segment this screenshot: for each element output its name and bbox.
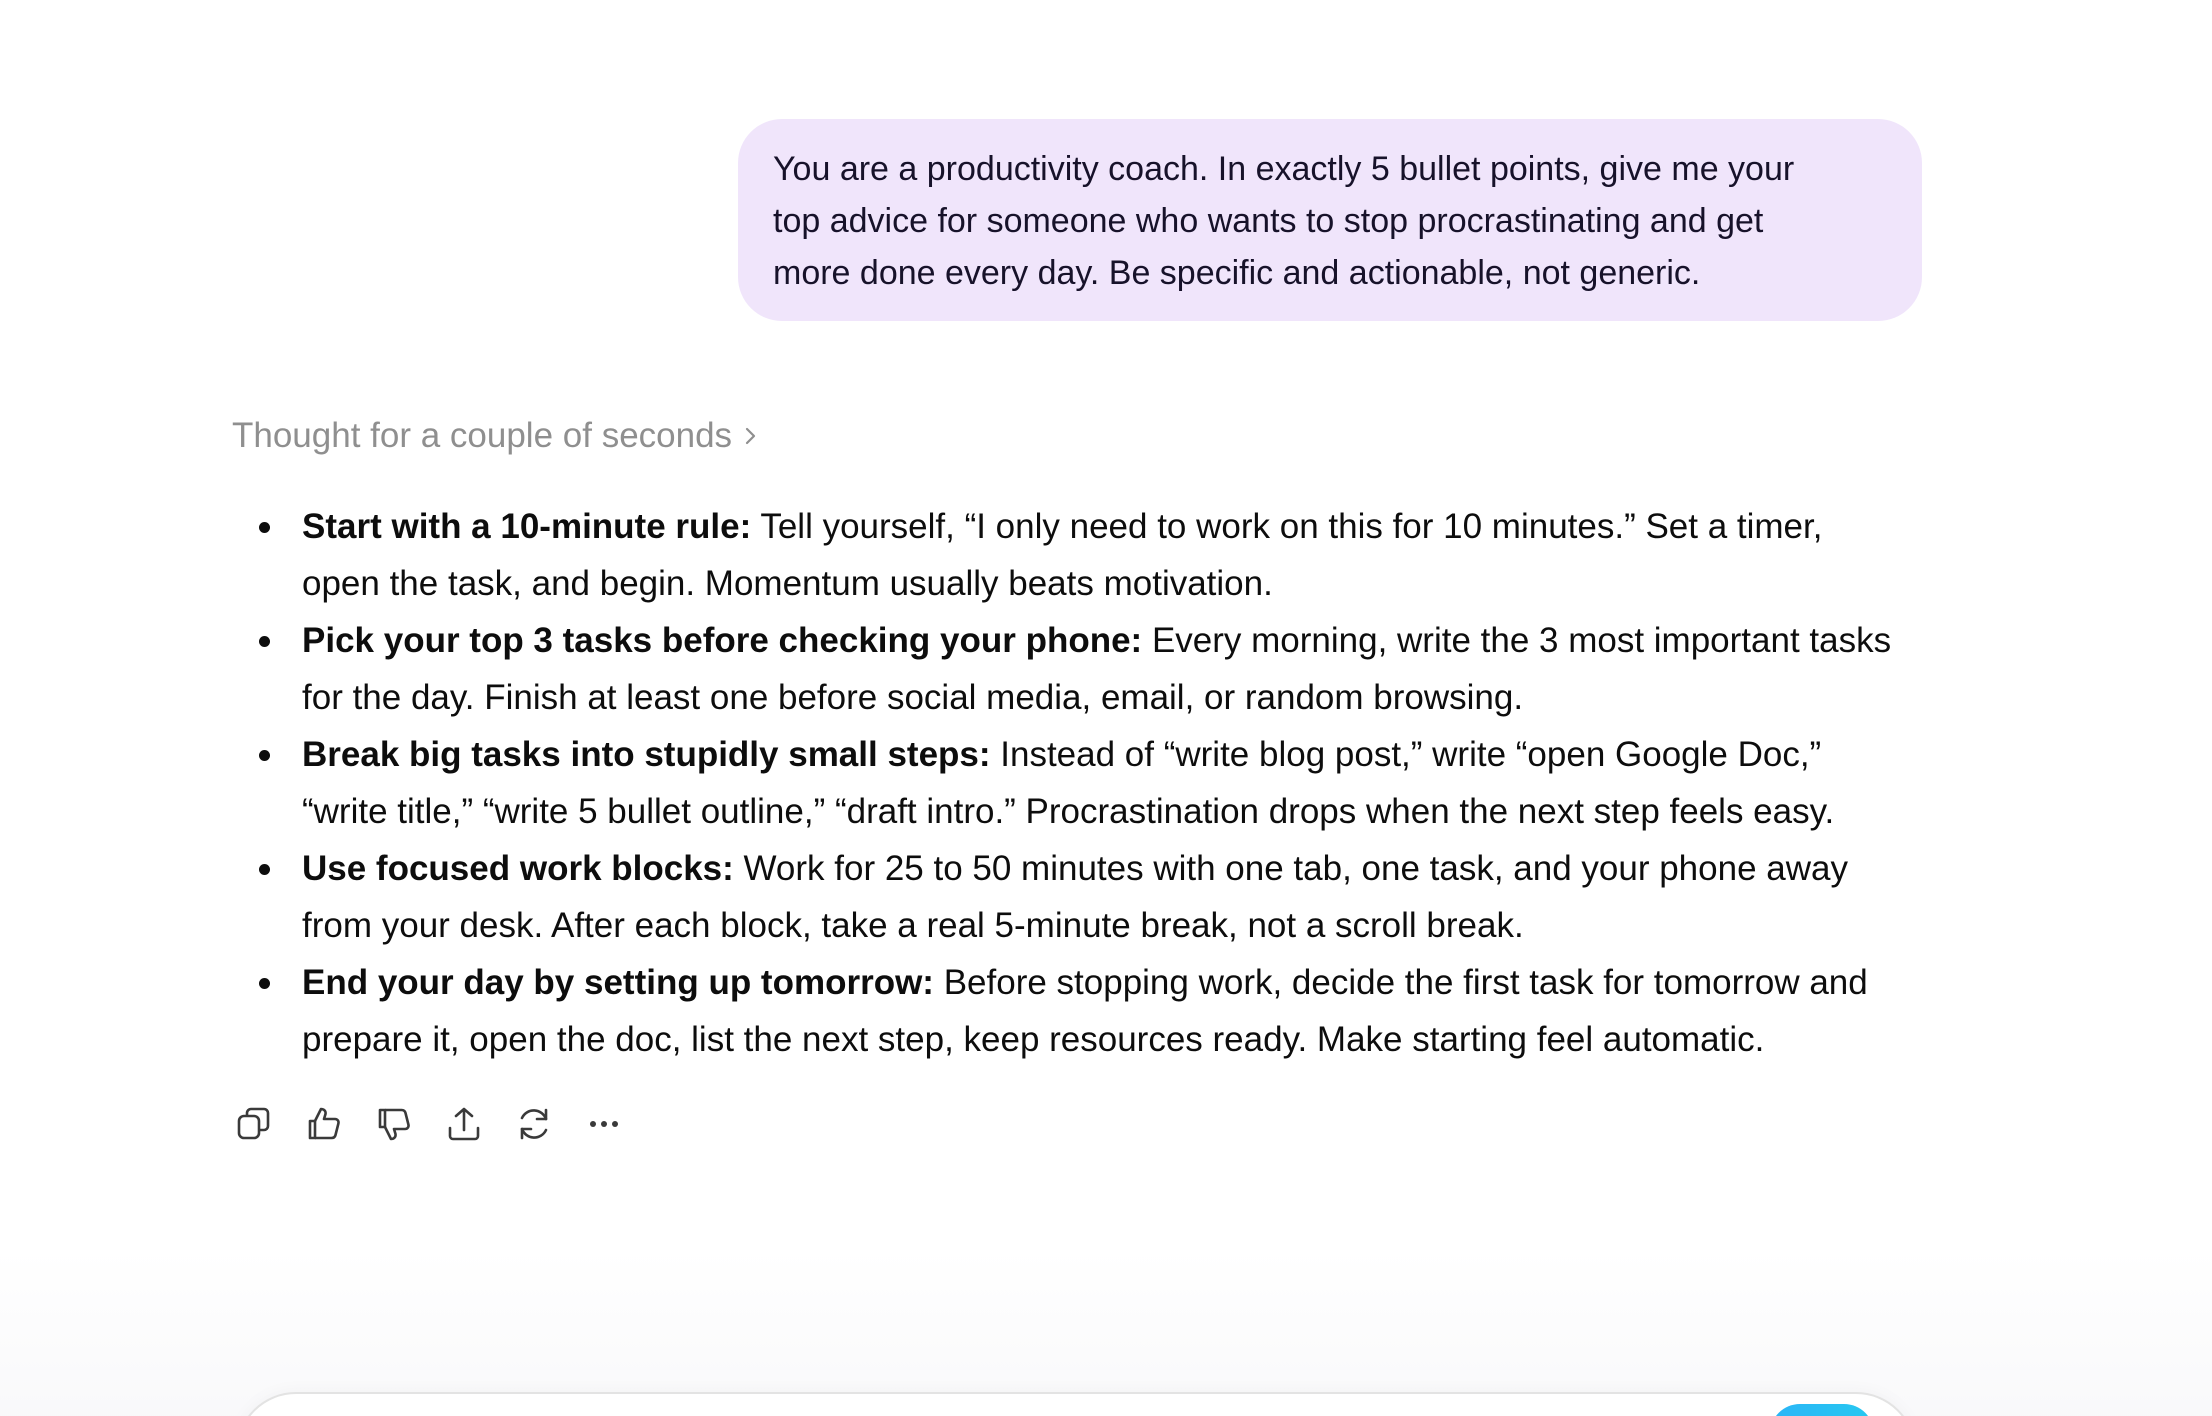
copy-icon — [234, 1104, 274, 1144]
thought-toggle[interactable] — [232, 410, 760, 462]
regenerate-icon — [514, 1104, 554, 1144]
user-message-line: top advice for someone who wants to stop procrastinating and get — [773, 202, 1764, 240]
more-options-button[interactable] — [582, 1102, 626, 1146]
bullet-text: Every morning, write the 3 most important tasks — [1142, 621, 1892, 660]
bullet-heading: Break big tasks into stupidly small steps: — [302, 735, 991, 774]
user-message-line: You are a productivity coach. In exactly 5 bullet points, give me your — [773, 150, 1795, 188]
thumbs-down-button[interactable] — [372, 1102, 416, 1146]
list-item — [232, 612, 1932, 726]
assistant-answer-list — [232, 498, 1932, 1068]
message-composer[interactable] — [236, 1392, 1916, 1416]
user-message-line: more done every day. Be specific and actionable, not generic. — [773, 254, 1701, 292]
bullet-heading: Use focused work blocks: — [302, 849, 734, 888]
list-item — [232, 954, 1932, 1068]
bullet-text: for the day. Finish at least one before social media, email, or random browsing. — [302, 678, 1524, 717]
list-item — [232, 726, 1932, 840]
thumbs-down-icon — [374, 1104, 414, 1144]
bullet-heading: Start with a 10-minute rule: — [302, 507, 752, 546]
thought-label: Thought for a couple of seconds — [232, 416, 733, 455]
copy-button[interactable] — [232, 1102, 276, 1146]
user-message-bubble — [738, 119, 1922, 321]
message-actions — [232, 1102, 626, 1146]
bullet-text: from your desk. After each block, take a real 5-minute break, not a scroll break. — [302, 906, 1524, 945]
share-button[interactable] — [442, 1102, 486, 1146]
bullet-heading: End your day by setting up tomorrow: — [302, 963, 934, 1002]
thumbs-up-icon — [304, 1104, 344, 1144]
bullet-text: Tell yourself, “I only need to work on this for 10 minutes.” Set a timer, — [751, 507, 1823, 546]
send-button[interactable] — [1770, 1404, 1874, 1416]
bullet-text: Work for 25 to 50 minutes with one tab, one task, and your phone away — [733, 849, 1848, 888]
bullet-text: Instead of “write blog post,” write “open Google Doc,” — [990, 735, 1822, 774]
bullet-heading: Pick your top 3 tasks before checking your phone: — [302, 621, 1143, 660]
bullet-text: “write title,” “write 5 bullet outline,” “draft intro.” Procrastination drops when the next step feels easy. — [302, 792, 1835, 831]
thumbs-up-button[interactable] — [302, 1102, 346, 1146]
bullet-text: prepare it, open the doc, list the next step, keep resources ready. Make starting feel automatic. — [302, 1020, 1765, 1059]
chevron-right-icon — [742, 425, 760, 447]
more-icon — [584, 1104, 624, 1144]
regenerate-button[interactable] — [512, 1102, 556, 1146]
bullet-text: Before stopping work, decide the first task for tomorrow and — [933, 963, 1868, 1002]
list-item — [232, 498, 1932, 612]
share-icon — [444, 1104, 484, 1144]
bullet-text: open the task, and begin. Momentum usually beats motivation. — [302, 564, 1273, 603]
list-item — [232, 840, 1932, 954]
